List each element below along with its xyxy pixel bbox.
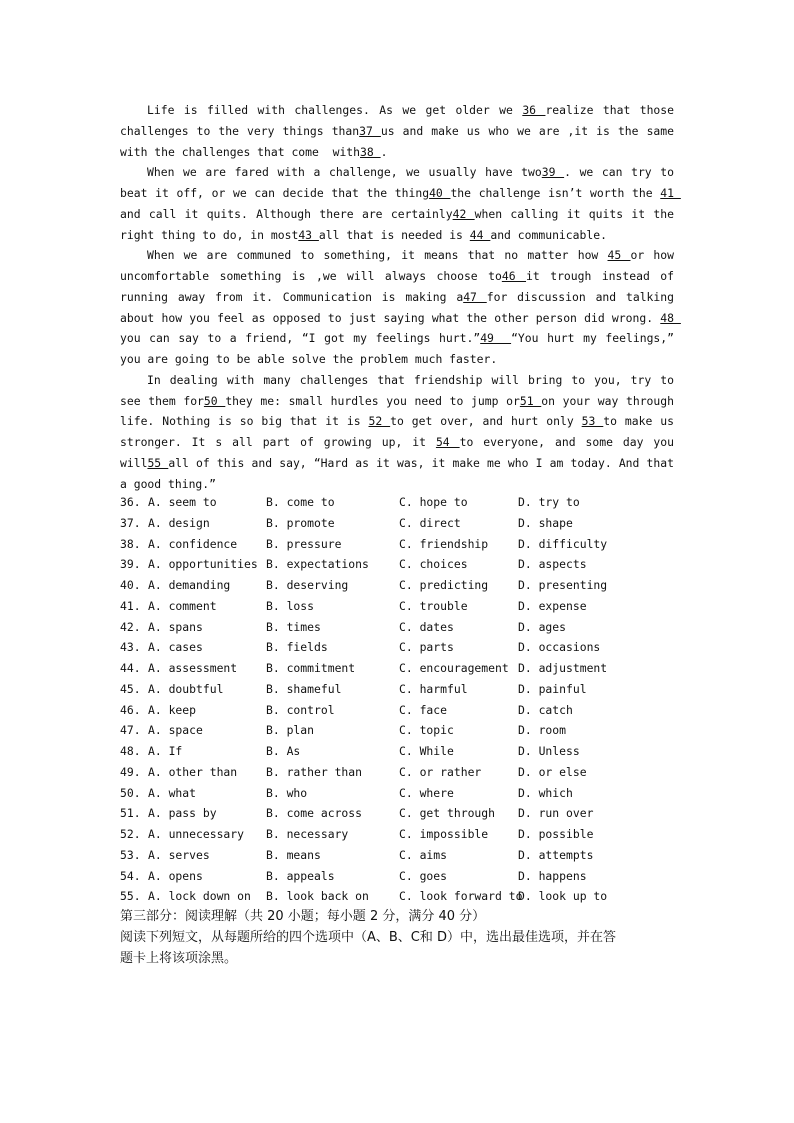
option-c: C. trouble: [399, 598, 468, 613]
option-a: A. lock down on: [148, 889, 251, 904]
question-row: [120, 845, 700, 866]
option-c: C. look forward to: [399, 889, 523, 904]
passage-text: .: [380, 144, 388, 159]
cloze-blank: 48: [660, 310, 681, 325]
question-row: [120, 866, 700, 887]
option-a: A. comment: [148, 598, 217, 613]
question-row: [120, 596, 700, 617]
option-a: A. spans: [148, 619, 203, 634]
passage-text: to get over, and hurt only: [390, 414, 582, 429]
question-row: [120, 637, 700, 658]
section-heading: 第三部分：阅读理解（共 20 小题；每小题 2 分，满分 40 分）: [120, 909, 486, 924]
passage-text: When we are fared with a challenge, we usually have two: [147, 165, 542, 180]
question-row: [120, 492, 700, 513]
passage-text: it trough instead of running away from it. Communication is making a: [120, 269, 681, 304]
option-d: D. room: [518, 723, 567, 738]
option-c: C. choices: [399, 557, 468, 572]
cloze-blank: 44: [469, 227, 491, 242]
option-c: C. direct: [399, 515, 461, 530]
passage-text: When we are communed to something, it means that no matter how: [147, 248, 608, 263]
option-b: B. times: [266, 619, 321, 634]
cloze-blank: 43: [298, 227, 319, 242]
option-c: C. While: [399, 744, 454, 758]
cloze-blank: 46: [501, 269, 527, 283]
question-row: [120, 617, 700, 638]
passage-text: all of this and say, “Hard as it was, it make me who I am today. And that a good thing.”: [120, 455, 681, 491]
question-row: [120, 679, 700, 700]
option-c: C. topic: [399, 723, 454, 738]
option-d: D. attempts: [518, 847, 594, 862]
question-number: 54.: [120, 868, 141, 883]
option-b: B. pressure: [266, 536, 342, 551]
question-row: [120, 824, 700, 845]
question-number: 46.: [120, 702, 141, 717]
option-c: C. get through: [399, 806, 496, 821]
passage-text: “You hurt my feelings,” you are going to be able solve the problem much faster.: [120, 331, 681, 366]
option-c: C. impossible: [399, 827, 489, 841]
question-number: 48.: [120, 744, 141, 758]
option-d: D. happens: [518, 868, 587, 883]
option-b: B. control: [266, 702, 335, 717]
option-d: D. expense: [518, 598, 587, 613]
cloze-blank: 47: [463, 289, 487, 304]
question-row: [120, 575, 700, 596]
option-d: D. painful: [518, 681, 587, 696]
passage-text: and communicable.: [490, 227, 607, 242]
passage-paragraph: [120, 370, 681, 495]
option-a: A. demanding: [148, 578, 231, 592]
question-number: 40.: [120, 578, 141, 592]
option-a: A. doubtful: [148, 681, 224, 696]
passage-text: on your way through life. Nothing is so big that it is: [120, 393, 681, 429]
passage-text: all that is needed is: [318, 227, 470, 242]
option-a: A. design: [148, 515, 210, 530]
option-a: A. space: [148, 723, 203, 738]
question-row: [120, 741, 700, 762]
option-c: C. parts: [399, 640, 454, 655]
passage-text: for discussion and talking about how you feel as opposed to just saying what the other person did wrong.: [120, 289, 681, 325]
question-number: 53.: [120, 847, 141, 862]
passage-text: Life is filled with challenges. As we get older we: [147, 103, 523, 117]
passage-text: they me: small hurdles you need to jump or: [225, 393, 520, 408]
question-number: 55.: [120, 889, 141, 904]
cloze-blank: 55: [147, 455, 169, 470]
question-row: [120, 803, 700, 824]
question-number: 50.: [120, 785, 141, 800]
question-row: [120, 513, 700, 534]
question-number: 41.: [120, 598, 141, 613]
passage-text: to make us stronger. It s all part of growing up, it: [120, 414, 681, 449]
question-number: 51.: [120, 806, 141, 821]
cloze-blank: 54: [435, 435, 460, 449]
option-c: C. friendship: [399, 536, 489, 551]
question-options-list: [120, 492, 700, 907]
question-number: 37.: [120, 515, 141, 530]
option-b: B. expectations: [266, 557, 369, 572]
cloze-blank: 51: [519, 393, 542, 408]
option-b: B. rather than: [266, 764, 363, 779]
question-row: [120, 783, 700, 804]
option-d: D. look up to: [518, 889, 608, 904]
option-b: B. shameful: [266, 681, 342, 696]
passage-text: the challenge isn’t worth the: [450, 186, 661, 200]
passage-text: . we can try to beat it off, or we can decide that the thing: [120, 165, 681, 200]
option-c: C. goes: [399, 868, 448, 883]
option-a: A. cases: [148, 640, 203, 655]
option-c: C. where: [399, 785, 454, 800]
option-b: B. necessary: [266, 827, 349, 841]
passage-text: to everyone, and some day you will: [120, 435, 681, 470]
option-d: D. difficulty: [518, 536, 608, 551]
option-d: D. Unless: [518, 744, 580, 758]
question-number: 49.: [120, 764, 141, 779]
passage-paragraph: [120, 245, 681, 370]
passage-paragraph: [120, 162, 681, 245]
option-b: B. plan: [266, 723, 315, 738]
question-row: [120, 554, 700, 575]
option-b: B. appeals: [266, 868, 335, 883]
question-number: 43.: [120, 640, 141, 655]
cloze-blank: 49: [480, 331, 512, 346]
option-b: B. who: [266, 785, 308, 800]
passage-text: you can say to a friend, “I got my feelings hurt.”: [120, 331, 481, 346]
option-b: B. As: [266, 744, 301, 758]
question-number: 39.: [120, 557, 141, 572]
option-d: D. or else: [518, 764, 587, 779]
option-a: A. assessment: [148, 661, 238, 675]
question-row: [120, 720, 700, 741]
cloze-blank: 41: [660, 186, 681, 200]
option-d: D. which: [518, 785, 573, 800]
question-number: 47.: [120, 723, 141, 738]
passage-text: when calling it quits it the right thing to do, in most: [120, 206, 681, 242]
option-a: A. confidence: [148, 536, 238, 551]
question-number: 36.: [120, 495, 141, 509]
passage-text: realize that those challenges to the very things than: [120, 103, 681, 138]
option-a: A. keep: [148, 702, 197, 717]
cloze-blank: 42: [452, 206, 475, 221]
question-number: 42.: [120, 619, 141, 634]
question-row: [120, 700, 700, 721]
cloze-blank: 39: [541, 165, 565, 180]
option-c: C. predicting: [399, 578, 489, 592]
option-a: A. opportunities: [148, 557, 258, 572]
option-d: D. aspects: [518, 557, 587, 572]
question-number: 44.: [120, 661, 141, 675]
option-c: C. dates: [399, 619, 454, 634]
question-number: 38.: [120, 536, 141, 551]
option-d: D. shape: [518, 515, 573, 530]
cloze-blank: 52: [368, 414, 391, 429]
option-c: C. encouragement: [399, 661, 509, 675]
option-d: D. adjustment: [518, 661, 608, 675]
option-c: C. hope to: [399, 495, 468, 509]
option-c: C. aims: [399, 847, 448, 862]
option-b: B. commitment: [266, 661, 356, 675]
option-d: D. catch: [518, 702, 573, 717]
option-b: B. means: [266, 847, 321, 862]
cloze-blank: 53: [581, 414, 604, 429]
option-a: A. other than: [148, 764, 238, 779]
section-instruction-line-2: 题卡上将该项涂黑。: [120, 951, 238, 966]
passage-text: and call it quits. Although there are certainly: [120, 206, 453, 221]
option-b: B. fields: [266, 640, 328, 655]
option-a: A. unnecessary: [148, 827, 245, 841]
question-row: [120, 658, 700, 679]
option-a: A. what: [148, 785, 197, 800]
question-row: [120, 534, 700, 555]
option-d: D. try to: [518, 495, 580, 509]
option-d: D. ages: [518, 619, 567, 634]
option-a: A. If: [148, 744, 183, 758]
cloze-blank: 37: [359, 123, 381, 138]
option-c: C. face: [399, 702, 448, 717]
option-a: A. pass by: [148, 806, 217, 821]
option-a: A. serves: [148, 847, 210, 862]
section-instruction-line-1: 阅读下列短文，从每题所给的四个选项中（A、B、C和 D）中，选出最佳选项，并在答: [120, 930, 617, 945]
cloze-blank: 38: [360, 144, 381, 159]
question-number: 52.: [120, 827, 141, 841]
option-b: B. promote: [266, 515, 335, 530]
option-b: B. look back on: [266, 889, 369, 904]
option-a: A. opens: [148, 868, 203, 883]
option-b: B. come to: [266, 495, 335, 509]
reading-section-header: [120, 906, 680, 969]
option-b: B. come across: [266, 806, 363, 821]
option-c: C. harmful: [399, 681, 468, 696]
cloze-blank: 40: [429, 186, 451, 200]
option-d: D. run over: [518, 806, 594, 821]
option-c: C. or rather: [399, 764, 482, 779]
option-d: D. possible: [518, 827, 594, 841]
passage-paragraph: [120, 100, 681, 162]
cloze-blank: 36: [522, 103, 546, 117]
option-b: B. loss: [266, 598, 315, 613]
option-d: D. presenting: [518, 578, 608, 592]
question-number: 45.: [120, 681, 141, 696]
question-row: [120, 886, 700, 907]
question-row: [120, 762, 700, 783]
option-a: A. seem to: [148, 495, 217, 509]
option-b: B. deserving: [266, 578, 349, 592]
passage-text: or how uncomfortable something is ,we will always choose to: [120, 248, 681, 283]
cloze-blank: 50: [203, 393, 226, 408]
cloze-passage: [120, 100, 681, 494]
option-d: D. occasions: [518, 640, 601, 655]
passage-text: In dealing with many challenges that friendship will bring to you, try to see them for: [120, 372, 681, 408]
cloze-blank: 45: [607, 248, 631, 263]
passage-text: us and make us who we are ,it is the same with the challenges that come with: [120, 123, 681, 159]
